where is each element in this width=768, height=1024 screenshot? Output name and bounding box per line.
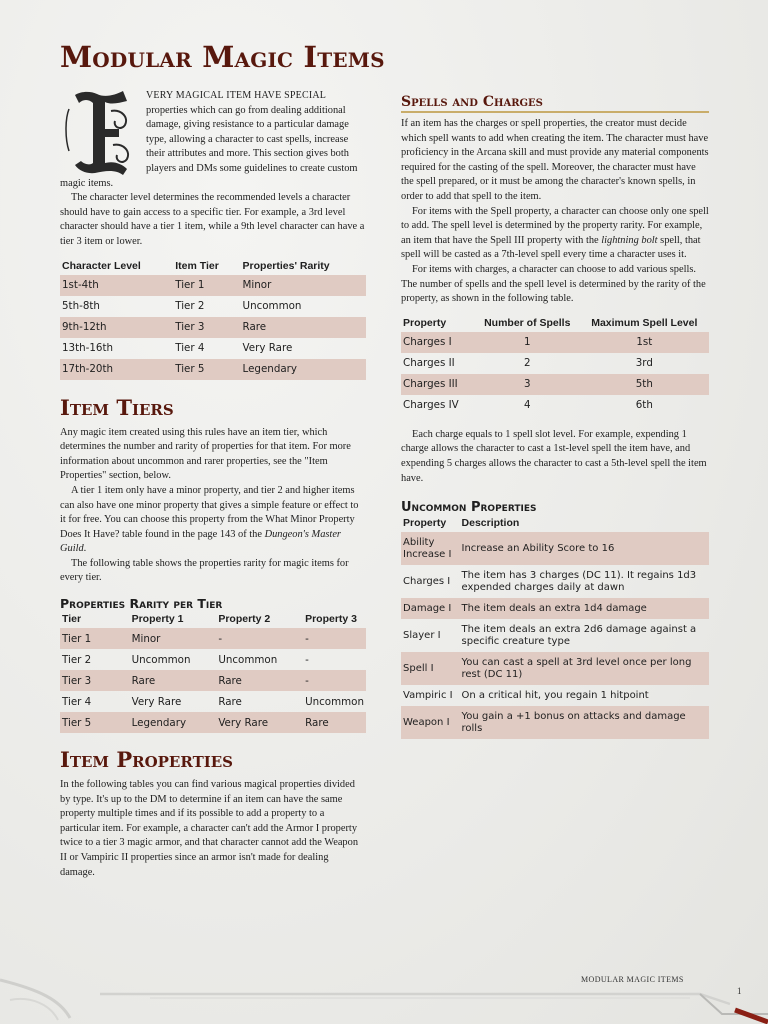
table-cell: 5th-8th [62,300,100,313]
spells-paragraph-3: For items with charges, a character can choose to add various spells. The number of spells and the spell level is determined by the rarity of the property, as shown in the following table. [401,263,706,305]
table-row [60,628,366,649]
table-cell: Slayer I [403,629,441,641]
table-cell: 13th-16th [62,342,114,355]
uncommon-table-title: Uncommon Properties [401,500,537,516]
table-cell: Rare [241,317,366,338]
table-cell: Very Rare [131,695,182,708]
rarity-table-title: Properties Rarity per Tier [60,596,223,612]
table-cell: Tier 4 [62,695,92,708]
table-cell: 1 [475,332,580,353]
table-header: Property 3 [305,613,358,626]
table-cell: 1st [580,332,709,353]
item-tiers-paragraph-2 [60,484,366,557]
table-row [60,649,366,670]
right-column [401,94,709,739]
table-cell: - [216,628,303,649]
table-row [60,359,366,380]
table-cell: Tier 2 [175,300,205,313]
spells-paragraph-4: Each charge equals to 1 spell slot level. For example, expending 1 charge allows the character to cast a 1st-level spell the item have, and expending 5 charges allows the character to cast a 5th-level spell the item have. [401,428,707,484]
table-cell: Tier 3 [60,670,130,691]
table-cell: Very Rare [216,712,303,733]
charges-table [401,315,709,416]
table-cell: Rare [218,695,242,708]
table-row [401,332,709,353]
item-properties-heading: Item Properties [60,747,234,773]
table-cell: 3 [475,374,580,395]
table-cell: Tier 5 [173,359,240,380]
table-cell: Charges I [401,332,475,353]
table-row [401,353,709,374]
table-cell: Uncommon [242,300,302,313]
table-cell: 6th [635,399,653,412]
table-cell: 4 [523,399,531,412]
table-header: Description [461,517,520,530]
table-row [60,712,366,733]
table-row [60,338,366,359]
book-title: Dungeon's Master Guild [60,528,341,555]
intro-paragraph-2: The character level determines the recommended levels a character should have to gain access to a specific tier. For example, a 3rd level character should have a tier 1 item, while a 9th level character can have a tier 3 item or lower. [60,192,365,247]
table-cell: Rare [303,712,366,733]
table-row [60,317,366,338]
table-cell: Tier 3 [173,317,240,338]
table-cell: You gain a +1 bonus on attacks and damage rolls [460,706,709,739]
table-row [401,598,709,619]
table-cell: Very Rare [242,342,293,355]
table-row [401,652,709,685]
page-number: 1 [737,986,742,996]
table-header: Property 2 [218,613,271,626]
table-cell: - [303,628,366,649]
table-cell: Tier 4 [175,342,205,355]
table-row [401,395,709,416]
table-header: Properties' Rarity [242,259,330,272]
table-cell: Charges II [403,357,455,370]
table-row [60,691,366,712]
table-row [401,532,709,565]
intro-lead: VERY MAGICAL ITEM HAVE SPECIAL [146,90,327,101]
table-cell: 17th-20th [60,359,173,380]
table-cell: Vampiric I [403,689,453,701]
table-row [60,275,366,296]
table-cell: Increase an Ability Score to 16 [460,532,709,565]
table-row [401,706,709,739]
table-cell: 2 [523,357,531,370]
table-cell: Ability Increase I [401,532,460,565]
table-cell: Weapon I [401,706,460,739]
table-cell: Rare [216,670,303,691]
table-header: Character Level [62,259,141,272]
table-row [401,685,709,706]
table-header: Number of Spells [484,316,571,329]
table-cell: Rare [130,670,217,691]
table-cell: 3rd [635,357,653,370]
table-header: Property 1 [131,613,184,626]
level-tier-table [60,258,366,380]
table-cell: On a critical hit, you regain 1 hitpoint [461,689,649,701]
spell-name: lightning bolt [601,234,658,246]
text-span: spell, that spell will be casted as a 7th-level spell every time a character uses it. [401,234,701,261]
table-row [60,670,366,691]
table-cell: Uncommon [131,653,191,666]
table-cell: Charges IV [403,399,459,412]
table-cell: Legendary [130,712,217,733]
spells-paragraph-2 [401,205,709,263]
left-column [60,88,366,880]
intro [60,89,366,250]
table-cell: Tier 1 [60,628,130,649]
table-cell: - [303,670,366,691]
table-cell: Spell I [401,652,460,685]
item-tiers-paragraph-1: Any magic item created using this rules have an item tier, which determines the number and rarity of properties for that item. For more information about uncommon and rarer properties, see the "Item Properties" section, below. [60,426,351,482]
intro-text: properties which can go from dealing additional damage, giving resistance to a particular damage type, allowing a character to cast spells, increase their attributes and more. This section gives both players and DMs some guidelines to create custom magic items. [60,104,358,189]
table-cell: Damage I [401,598,460,619]
table-cell: Minor [241,275,366,296]
table-cell: Uncommon [218,653,278,666]
table-cell: Charges I [403,575,451,587]
table-header: Property [403,517,447,530]
spells-paragraph-1: If an item has the charges or spell properties, the creator must decide which spell wants to add when creating the item. The character must have proficiency in the Arcana skill and must provide any material components required for the casting of the spell. Moreover, the character must have the spell prepared, or it must be among the character's known spells, in order to add that spell to the item. [401,118,709,202]
text-span: A tier 1 item only have a minor property, and tier 2 and higher items can also have one minor property that gives a simple feature or effect to it for free. You can choose this property from the What Minor Property Does It Have? table found in the page 143 of the [60,484,359,540]
page-title: Modular Magic Items [60,40,385,74]
footer-label: MODULAR MAGIC ITEMS [581,975,684,984]
table-row [60,296,366,317]
table-cell: 5th [580,374,709,395]
rarity-table [60,611,366,733]
table-cell: The item deals an extra 1d4 damage [460,598,709,619]
item-tiers-heading: Item Tiers [60,394,174,420]
table-cell: 1st-4th [60,275,173,296]
table-cell: Charges III [401,374,475,395]
spells-charges-heading: Spells and Charges [401,94,709,113]
table-cell: You can cast a spell at 3rd level once per long rest (DC 11) [460,652,709,685]
table-header: Maximum Spell Level [591,316,698,329]
table-cell: The item has 3 charges (DC 11). It regains 1d3 expended charges daily at dawn [461,569,697,593]
table-cell: The item deals an extra 2d6 damage against a specific creature type [461,623,697,647]
text-span: . [83,543,87,555]
table-cell: Uncommon [305,695,364,708]
table-header: Tier [62,613,82,626]
table-header: Item Tier [175,259,219,272]
table-cell: Tier 2 [62,653,92,666]
item-tiers-paragraph-3: The following table shows the properties rarity for magic items for every tier. [60,557,349,584]
uncommon-properties-table [401,515,709,739]
footer-ornament [0,960,768,1024]
table-cell: - [305,653,309,666]
table-cell: 9th-12th [60,317,173,338]
table-cell: Tier 5 [60,712,130,733]
drop-cap [60,89,142,175]
table-row [401,374,709,395]
table-cell: Legendary [241,359,366,380]
text-span: For items with the Spell property, a character can choose only one spell to add. The spell level is determined by the property rarity. For example, an item that have the Spell III property with the [401,205,709,246]
table-row [401,619,709,652]
item-properties-paragraph: In the following tables you can find various magical properties divided by type. It's up to the DM to determine if an item can have the same property multiple times and if its possible to add a property to a particular item. For example, a character can't add the Armor I property twice to a tier 3 magic armor, and that character cannot add the Weapon II or Vampiric II properties since an armor isn't made for dealing damage. [60,779,359,878]
table-cell: Tier 1 [173,275,240,296]
table-header: Property [403,316,447,329]
table-cell: Minor [130,628,217,649]
table-row [401,565,709,598]
